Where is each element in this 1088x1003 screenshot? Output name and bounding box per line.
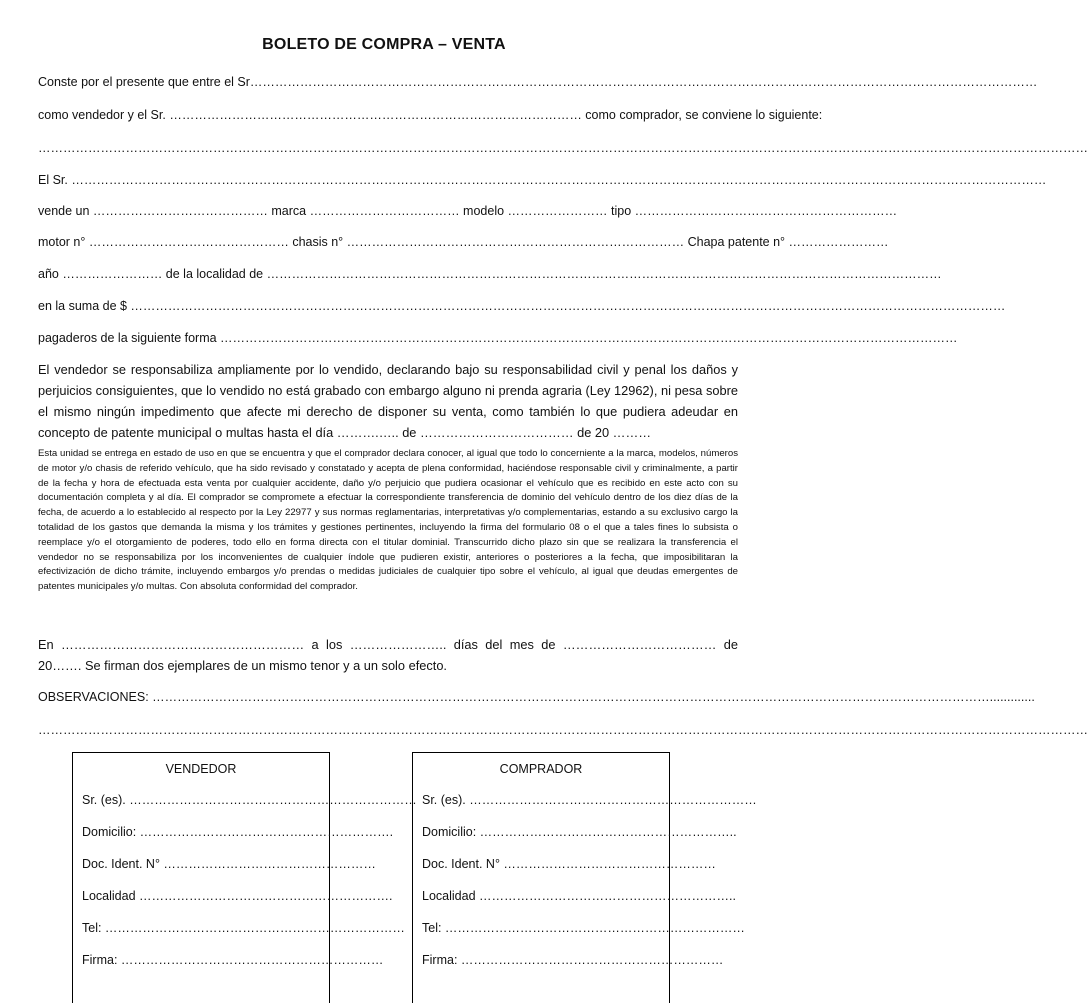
comprador-box [412,752,757,1003]
comprador-localidad-field: Localidad …………………………………………………….. [422,889,736,903]
comprador-heading: COMPRADOR [499,762,583,776]
comprador-tel-field: Tel: ……………………………………………………………… [422,921,745,935]
responsabilidad-paragraph: El vendedor se responsabiliza ampliamente por lo vendido, declarando bajo su responsabilidad civil y penal los daños y perjuicios consiguientes, que lo vendido no está grabado con embargo alguno ni prenda agraria (Ley 12962), ni pesa sobre el mismo ningún impedimento que afecte mi derecho de disponer su venta, como también lo que pudiera adeudar en concepto de patente municipal o multas hasta el día ……….….. de ……………………………… de 20 ……… [38,362,738,440]
vendedor-heading: VENDEDOR [165,762,237,776]
vendedor-box [72,752,417,1003]
pagaderos-line: pagaderos de la siguiente forma …………………………………………………………………………………………………………………………………………………………… [38,331,958,345]
observaciones-blank-line: ……………………………………………………………………………………………………………………………………………………………………………………………………………………………… [38,723,1088,737]
vendedor-comprador-line: como vendedor y el Sr. ……………………………………………………………………………………… como comprador, se conviene lo siguiente: [38,108,823,122]
comprador-doc-field: Doc. Ident. N° …………………………………………… [422,857,716,871]
comprador-sr-field: Sr. (es). …………………………………………………………… [422,793,757,807]
vendedor-tel-field: Tel: ……………………………………………………………… [82,921,405,935]
vehicle-line: vende un …………………………………… marca ……………………………… modelo …………………… tipo ……………………………………………………… [38,204,898,218]
suma-line: en la suma de $ ………………………………………………………………………………………………………………………………………………………………………………………… [38,299,1006,313]
blank-line: ……………………………………………………………………………………………………………………………………………………………………………………………………………………………… [38,141,1088,155]
el-sr-line: El Sr. ……………………………………………………………………………………………………………………………………………………………………………………………………………… [38,173,1047,187]
vendedor-domicilio-field: Domicilio: ……………………………………………………. [82,825,394,839]
vendedor-doc-field: Doc. Ident. N° …………………………………………… [82,857,376,871]
conste-line: Conste por el presente que entre el Sr……………………………………………………………………………………………………………………………………………………………………… [38,75,1038,89]
observaciones-line: OBSERVACIONES: …………………………………………………………………………………………………………………………………………………………………………………............. [38,690,1035,704]
clausula-paragraph: Esta unidad se entrega en estado de uso en que se encuentra y que el comprador declara conocer, al igual que todo lo concerniente a la marca, modelos, números de motor y/o chasis de referido vehículo, que ha sido revisado y constatado y acepta de plena conformidad, haciéndose responsable civil y criminalmente, a partir de la fecha y hora de efectuada esta venta por cualquier accidente, daño y/o perjuicio que pudiera ocasionar el vehículo que es recibido en este acto con su documentación completa y al día. El comprador se compromete a efectuar la correspondiente transferencia de dominio del vehículo dentro de los diez días de la fecha, de acuerdo a lo establecido al respecto por la Ley 22977 y sus normas reglamentarias, interpretativas y/o complementarias, estando a su exclusivo cargo la totalidad de los gastos que demanda la misma y los trámites y gestiones pertinentes, incluyendo la firma del formulario 08 o el que a tales fines lo subsista o reemplace y/o el otorgamiento de poderes, todo ello en forma directa con el titular dominial. Transcurrido dicho plazo sin que se realizara la transferencia el vendedor no se responsabiliza por los inconvenientes de cualquier índole que pudieren existir, anteriores o posteriores a la fecha, que imposibilitaran la efectivización de dicho trámite, incluyendo embargos y/o prendas o medidas judiciales de cualquier tipo sobre el vehículo, al igual que deudas emergentes de patentes municipales y/o multas. Con absoluta conformidad del comprador. [38,448,738,593]
document-title: BOLETO DE COMPRA – VENTA [262,36,506,53]
vendedor-firma-field: Firma: ……………………………………………………… [82,953,384,967]
comprador-firma-field: Firma: ……………………………………………………… [422,953,724,967]
comprador-domicilio-field: Domicilio: …………………………………………………….. [422,825,737,839]
cierre-paragraph: En ………………………………………………… a los ………………….. días del mes de ……………………………… de 20……. Se firman dos ejemplares de un mismo tenor y a un solo efecto. [38,637,738,673]
vendedor-sr-field: Sr. (es). …………………………………………………………… [82,793,417,807]
motor-chasis-line: motor n° ………………………………………… chasis n° ……………………………………………………………………… Chapa patente n° …………………… [38,235,889,249]
vendedor-localidad-field: Localidad ……………………………………………………. [82,889,393,903]
anio-localidad-line: año …………………… de la localidad de ……………………………………………………………………………………………………………………………………………… [38,267,942,281]
